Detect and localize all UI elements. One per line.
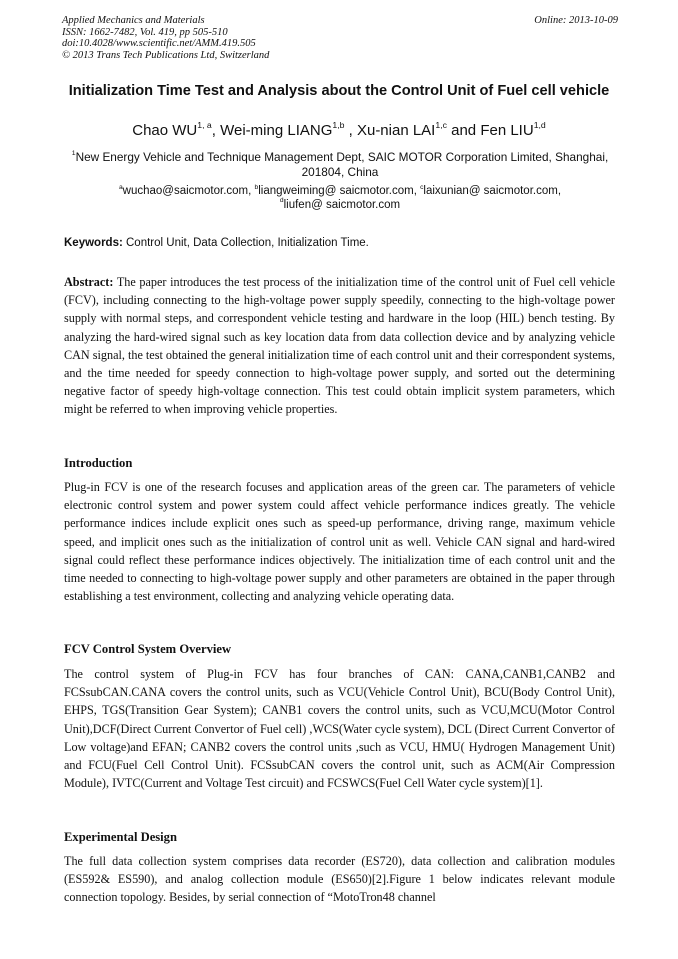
- abstract-label: Abstract:: [64, 275, 114, 289]
- section-body-introduction: Plug-in FCV is one of the research focuses and application areas of the green car. The parameters of vehicle electronic control system and power system could affect vehicle performance indices greatly. The vehicle performance indices include explicit ones such as speed-up performance, driving range, maximum vehicle speed, and implicit ones such as the initialization of control unit as well. Vehicle CAN signal and hard-wired signal could reflect these performance indices objectively. The initialization time of each control unit and the time needed to connecting to high-voltage power supply and other parameters are obtained in the paper through establishing a test environment, collecting and analyzing vehicle operating data.: [64, 480, 615, 604]
- section-body-fcv-control-system: The control system of Plug-in FCV has four branches of CAN: CANA,CANB1,CANB2 and FCSsubCAN.CANA covers the control units, such as VCU(Vehicle Control Unit), BCU(Body Control Unit), EHPS, TGS(Transition Gear System); CANB1 covers the control units, such as VCU,MCU(Motor Control Unit),DCF(Direct Current Convertor of Fuel cell) ,WCS(Water cycle system), DCL (Direct Current Convertor of Low voltage)and EFAN; CANB2 covers the control units ,such as VCU, HMU( Hydrogen Management Unit) and FCU(Fuel Cell Control Unit). FCSsubCAN covers the control unit, such as ACM(Air Compression Module), IVTC(Current and Voltage Test circuit) and FCSWCS(Fuel Cell Water cycle system)[1].: [64, 667, 615, 791]
- author-affiliation-mark: 1,d: [533, 120, 546, 131]
- keywords: [64, 236, 616, 250]
- author-separator: and: [446, 122, 481, 139]
- author-emails: [62, 185, 618, 212]
- email-address: laixunian@ saicmotor.com,: [423, 185, 562, 197]
- email-mark: a: [118, 183, 123, 191]
- author-list: [40, 121, 638, 141]
- doi-line: doi:10.4028/www.scientific.net/AMM.419.505: [62, 38, 256, 49]
- author-affiliation-mark: 1,b: [332, 120, 345, 131]
- journal-name: Applied Mechanics and Materials: [62, 15, 205, 26]
- email-mark: c: [420, 183, 424, 191]
- author-name: Chao WU: [132, 122, 198, 139]
- online-date: Online: 2013-10-09: [534, 15, 618, 26]
- abstract: [64, 273, 615, 419]
- affiliation: [62, 150, 618, 180]
- abstract-text: The paper introduces the test process of the initialization time of the control unit of Fuel cell vehicle (FCV), including connecting to the high-voltage power supply speedily, connecting to the high-voltage power supply with normal steps, and correspondent vehicle testing and hardware in the loop (HIL) bench testing. By analyzing the hard-wired signal such as key location data from data collection device and by analyzing vehicle CAN signal, the test obtained the general initialization time of each control unit and their correspondent systems, and the time needed for speedy connection to high-voltage power supply, and sorted out the determining negative factor of speedy high-voltage connection. This test could obtain implicit system parameters, which might be referred to when improving vehicle properties.: [64, 275, 615, 417]
- section-heading-fcv-control-system: FCV Control System Overview: [64, 642, 232, 656]
- email-address: liufen@ saicmotor.com: [283, 198, 401, 211]
- keywords-label: Keywords:: [64, 237, 123, 249]
- paper-title: Initialization Time Test and Analysis about the Control Unit of Fuel cell vehicle: [68, 83, 610, 99]
- email-address: wuchao@saicmotor.com,: [122, 185, 255, 197]
- journal-header: [62, 15, 618, 61]
- author-separator: ,: [211, 122, 221, 139]
- copyright-line: © 2013 Trans Tech Publications Ltd, Switzerland: [62, 49, 270, 61]
- keywords-text: Control Unit, Data Collection, Initialization Time.: [122, 237, 369, 249]
- author-name: Fen LIU: [480, 122, 534, 139]
- author-separator: ,: [344, 122, 357, 139]
- section-heading-experimental-design: Experimental Design: [64, 830, 177, 844]
- issn-line: ISSN: 1662-7482, Vol. 419, pp 505-510: [62, 26, 228, 38]
- affiliation-text: New Energy Vehicle and Technique Management Dept, SAIC MOTOR Corporation Limited, Shanghai, 201804, China: [75, 150, 609, 179]
- author-affiliation-mark: 1, a: [197, 120, 212, 131]
- author-affiliation-mark: 1,c: [435, 120, 447, 131]
- email-mark: d: [279, 197, 284, 205]
- author-name: Wei-ming LIANG: [220, 122, 333, 139]
- email-address: liangweiming@ saicmotor.com,: [258, 185, 421, 197]
- email-mark: b: [254, 183, 259, 191]
- author-name: Xu-nian LAI: [356, 122, 436, 139]
- section-heading-introduction: Introduction: [64, 456, 133, 470]
- affiliation-mark: 1: [71, 150, 76, 158]
- section-body-experimental-design: The full data collection system comprises data recorder (ES720), data collection and calibration modules (ES592& ES590), and analog collection module (ES650)[2].Figure 1 below indicates relevant module connection topology. Besides, by serial connection of “MotoTron48 channel: [64, 854, 615, 905]
